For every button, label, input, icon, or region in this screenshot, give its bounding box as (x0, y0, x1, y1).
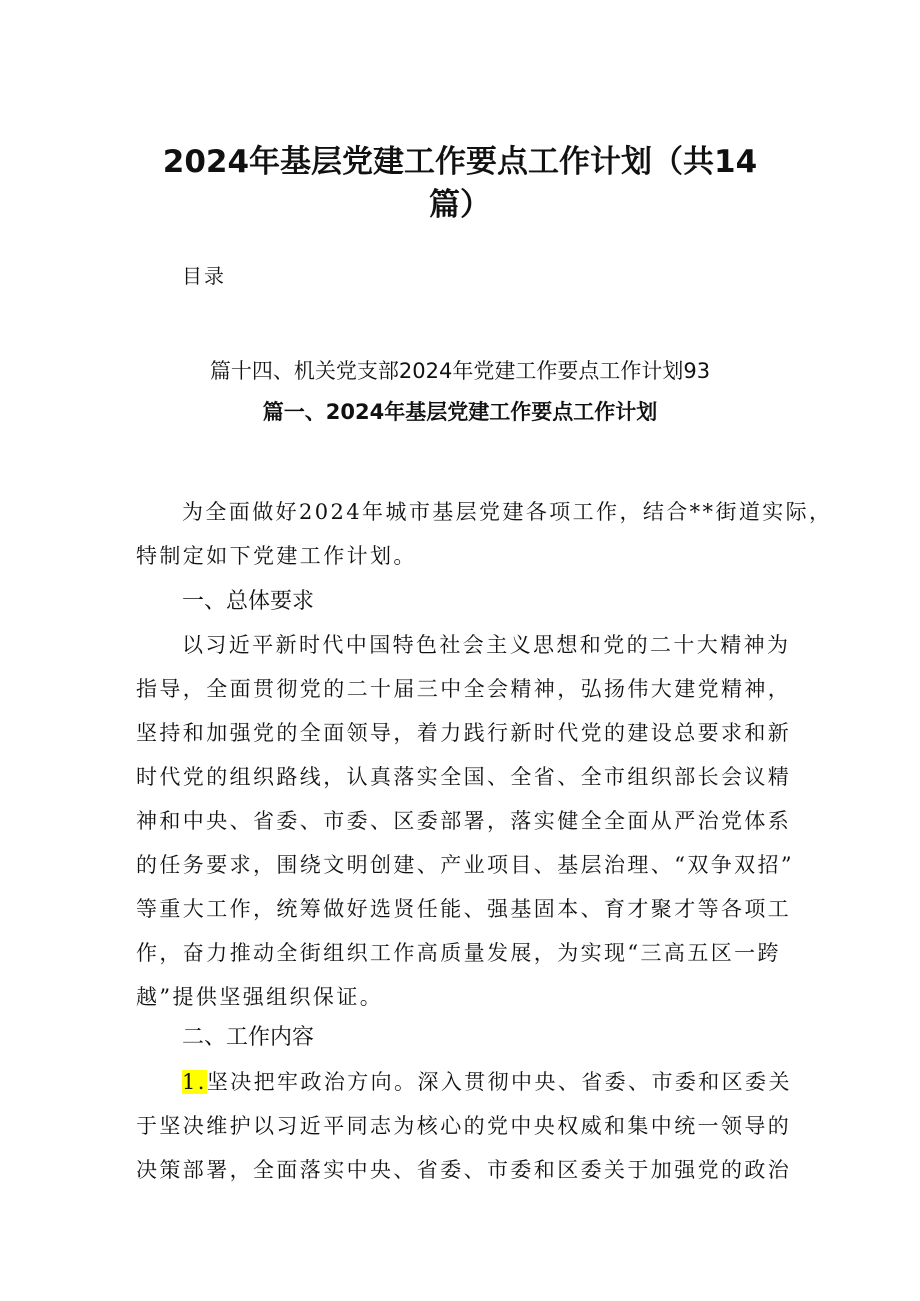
toc-entry-14: 篇十四、机关党支部2024年党建工作要点工作计划93 (209, 359, 711, 383)
document-title-line-1: 2024年基层党建工作要点工作计划（共14 (162, 144, 758, 180)
item-1-line: 于坚决维护以习近平同志为核心的党中央权威和集中统一领导的 (136, 1114, 792, 1138)
intro-line-1: 为全面做好2024年城市基层党建各项工作，结合**街道实际， (182, 500, 833, 524)
intro-line-2: 特制定如下党建工作计划。 (136, 544, 417, 568)
toc-label: 目录 (182, 264, 226, 288)
document-title-line-2: 篇） (429, 187, 491, 223)
item-1-line: 决策部署，全面落实中央、省委、市委和区委关于加强党的政治 (136, 1158, 792, 1182)
section-1-line: 越”提供坚强组织保证。 (136, 985, 384, 1009)
section-2-heading: 二、工作内容 (182, 1025, 315, 1050)
item-1-first-line (182, 1067, 792, 1097)
item-1-first-text: 坚决把牢政治方向。深入贯彻中央、省委、市委和区委关 (206, 1070, 792, 1094)
section-1-line: 时代党的组织路线，认真落实全国、全省、全市组织部长会议精 (136, 765, 792, 789)
section-1-line: 以习近平新时代中国特色社会主义思想和党的二十大精神为 (182, 633, 791, 657)
section-1-line: 坚持和加强党的全面领导，着力践行新时代党的建设总要求和新 (136, 721, 792, 745)
section-1-line: 作，奋力推动全街组织工作高质量发展，为实现“三高五区一跨 (136, 941, 781, 965)
item-1-number: 1. (182, 1070, 207, 1094)
section-1-line: 指导，全面贯彻党的二十届三中全会精神，弘扬伟大建党精神， (136, 677, 792, 701)
section-1-line: 的任务要求，围绕文明创建、产业项目、基层治理、“双争双招” (136, 853, 795, 877)
toc-entry-1: 篇一、2024年基层党建工作要点工作计划 (262, 400, 658, 424)
section-1-line: 等重大工作，统筹做好选贤任能、强基固本、育才聚才等各项工 (136, 897, 792, 921)
section-1-line: 神和中央、省委、市委、区委部署，落实健全全面从严治党体系 (136, 809, 792, 833)
section-1-heading: 一、总体要求 (182, 589, 315, 614)
